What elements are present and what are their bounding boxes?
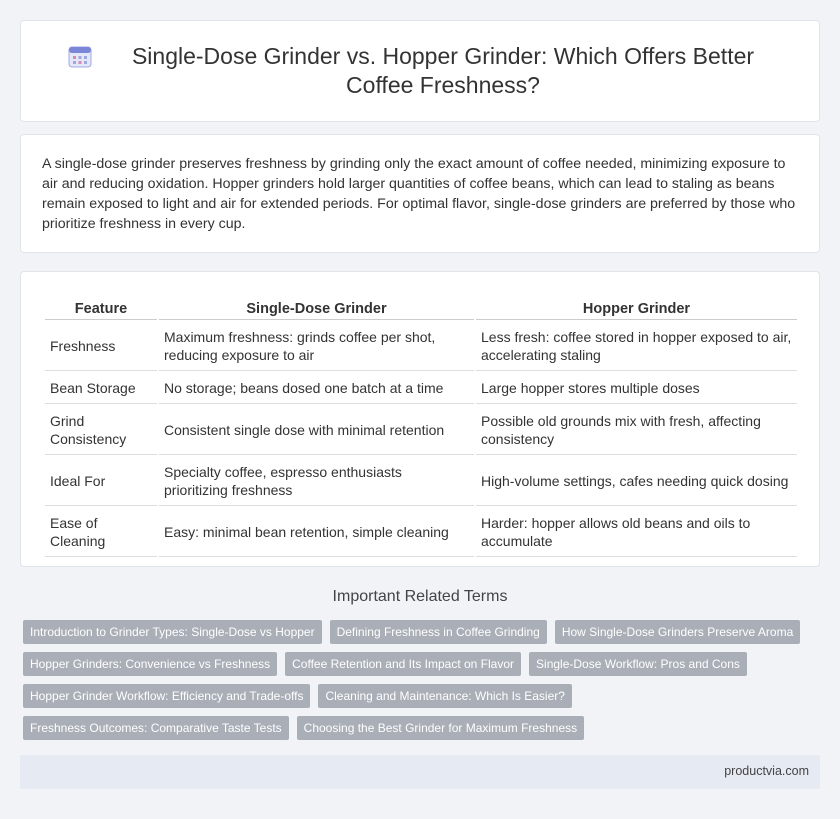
term-row [23,716,823,740]
footer [20,755,820,789]
intro-card [20,134,820,253]
hopper-cell: High-volume settings, cafes needing quick dosing [476,457,797,506]
feature-cell: Grind Consistency [45,406,157,455]
related-terms-list [23,620,823,748]
term-tag[interactable]: How Single-Dose Grinders Preserve Aroma [555,620,800,644]
comparison-table [43,296,799,559]
title-card [20,20,820,122]
comparison-card [20,271,820,567]
single-dose-cell: No storage; beans dosed one batch at a time [159,373,474,404]
term-tag[interactable]: Hopper Grinders: Convenience vs Freshness [23,652,277,676]
feature-cell: Ideal For [45,457,157,506]
feature-cell: Ease of Cleaning [45,508,157,557]
feature-cell: Freshness [45,322,157,371]
single-dose-cell: Easy: minimal bean retention, simple cleaning [159,508,474,557]
table-row [45,508,797,557]
term-row [23,620,823,644]
page-title: Single-Dose Grinder vs. Hopper Grinder: Which Offers Better Coffee Freshness? [131,43,755,98]
header-single-dose: Single-Dose Grinder [159,298,474,320]
term-tag[interactable]: Defining Freshness in Coffee Grinding [330,620,547,644]
term-tag[interactable]: Coffee Retention and Its Impact on Flavor [285,652,521,676]
intro-paragraph: A single-dose grinder preserves freshness by grinding only the exact amount of coffee needed, minimizing exposure to air and reducing oxidation. Hopper grinders hold larger quantities of coffee beans, which can lead to staling as beans remain exposed to light and air for extended periods. For optimal flavor, single-dose grinders are preferred by those who prioritize freshness in every cup. [42,156,796,232]
table-row [45,373,797,404]
term-tag[interactable]: Single-Dose Workflow: Pros and Cons [529,652,747,676]
term-tag[interactable]: Introduction to Grinder Types: Single-Dose vs Hopper [23,620,322,644]
single-dose-cell: Specialty coffee, espresso enthusiasts prioritizing freshness [159,457,474,506]
site-link[interactable]: productvia.com [724,764,809,778]
hopper-cell: Large hopper stores multiple doses [476,373,797,404]
table-row [45,322,797,371]
term-tag[interactable]: Hopper Grinder Workflow: Efficiency and Trade-offs [23,684,310,708]
single-dose-cell: Consistent single dose with minimal retention [159,406,474,455]
single-dose-cell: Maximum freshness: grinds coffee per shot, reducing exposure to air [159,322,474,371]
table-row [45,406,797,455]
hopper-cell: Less fresh: coffee stored in hopper exposed to air, accelerating staling [476,322,797,371]
table-header-row [45,298,797,320]
hopper-cell: Harder: hopper allows old beans and oils to accumulate [476,508,797,557]
term-row [23,652,823,676]
header-hopper: Hopper Grinder [476,298,797,320]
term-tag[interactable]: Freshness Outcomes: Comparative Taste Tests [23,716,289,740]
table-row [45,457,797,506]
related-terms-heading: Important Related Terms [332,588,508,605]
term-tag[interactable]: Cleaning and Maintenance: Which Is Easier? [318,684,571,708]
header-feature: Feature [45,298,157,320]
calendar-icon [67,43,93,69]
hopper-cell: Possible old grounds mix with fresh, affecting consistency [476,406,797,455]
term-tag[interactable]: Choosing the Best Grinder for Maximum Freshness [297,716,584,740]
term-row [23,684,823,708]
feature-cell: Bean Storage [45,373,157,404]
